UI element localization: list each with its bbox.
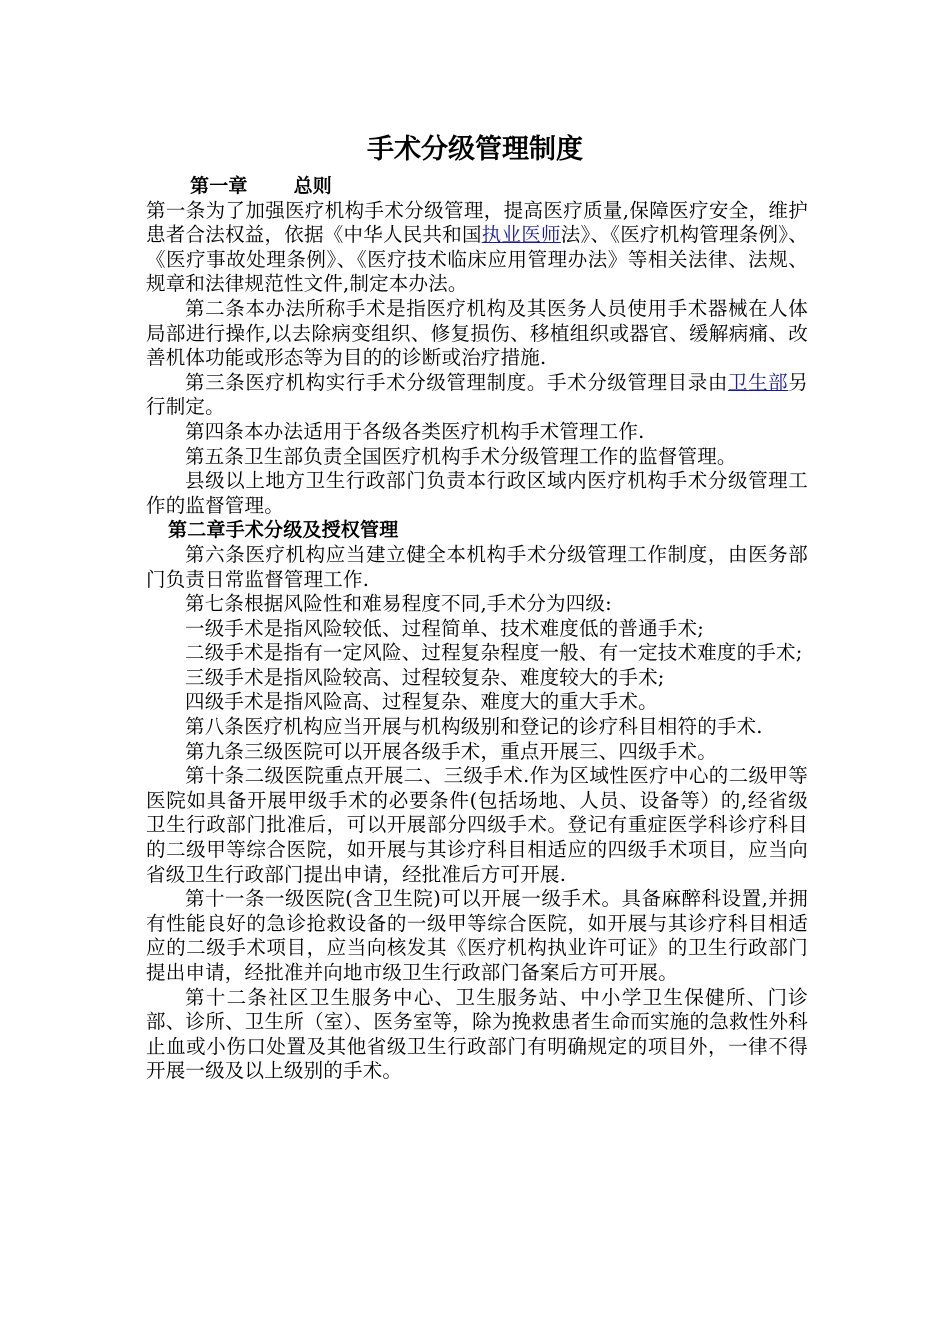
article-5: 第五条卫生部负责全国医疗机构手术分级管理工作的监督管理。	[185, 444, 737, 468]
article-5-continuation: 县级以上地方卫生行政部门负责本行政区域内医疗机构手术分级管理工作的监督管理。	[146, 469, 808, 517]
article-7: 第七条根据风险性和难易程度不同,手术分为四级:	[185, 592, 612, 616]
article-10: 第十条二级医院重点开展二、三级手术.作为区域性医疗中心的二级甲等医院如具备开展甲级手术的必要条件(包括场地、人员、设备等）的,经省级卫生行政部门批准后，可以开展部分四级手术。登记有重症医学科诊疗科目的二级甲等综合医院，如开展与其诊疗科目相适应的四级手术项目，应当向省级卫生行政部门提出申请，经批准后方可开展.	[146, 764, 808, 886]
article-1-text-start: 第一条为了加强医疗机构手术分级管理，提高医疗质量,保障医疗安全，维护患者合法权益，依据《中华人民共和国	[146, 198, 808, 247]
chapter-2-heading: 第二章手术分级及授权管理	[168, 519, 399, 542]
article-3-text-end: 另行制定。	[146, 370, 808, 419]
article-12: 第十二条社区卫生服务中心、卫生服务站、中小学卫生保健所、门诊部、诊所、卫生所（室）、医务室等，除为挽救患者生命而实施的急救性外科止血或小伤口处置及其他省级卫生行政部门有明确规定的项目外，一律不得开展一级及以上级别的手术。	[146, 985, 808, 1083]
link-ministry-of-health[interactable]: 卫生部	[727, 370, 789, 394]
surgery-level-4: 四级手术是指风险高、过程复杂、难度大的重大手术。	[185, 690, 658, 714]
article-6: 第六条医疗机构应当建立健全本机构手术分级管理工作制度，由医务部门负责日常监督管理工作.	[146, 542, 808, 591]
chapter-1-heading	[146, 174, 808, 199]
surgery-level-1: 一级手术是指风险较低、过程简单、技术难度低的普通手术;	[185, 616, 704, 640]
chapter-1-number: 第一章	[190, 175, 248, 197]
document-body	[146, 174, 808, 1084]
article-3	[146, 371, 808, 420]
article-8: 第八条医疗机构应当开展与机构级别和登记的诊疗科目相符的手术.	[185, 715, 763, 739]
article-1	[146, 199, 808, 297]
document-title: 手术分级管理制度	[367, 134, 583, 165]
chapter-1-name: 总则	[293, 175, 333, 197]
surgery-level-2: 二级手术是指有一定风险、过程复杂程度一般、有一定技术难度的手术;	[185, 641, 803, 665]
article-11: 第十一条一级医院(含卫生院)可以开展一级手术。具备麻醉科设置,并拥有性能良好的急诊抢救设备的一级甲等综合医院，如开展与其诊疗科目相适应的二级手术项目，应当向核发其《医疗机构执业许可证》的卫生行政部门提出申请，经批准并向地市级卫生行政部门备案后方可开展。	[146, 887, 808, 984]
article-9: 第九条三级医院可以开展各级手术，重点开展三、四级手术。	[185, 739, 717, 763]
article-4: 第四条本办法适用于各级各类医疗机构手术管理工作.	[185, 419, 645, 443]
article-1-text-end: 法》、《医疗机构管理条例》、《医疗事故处理条例》、《医疗技术临床应用管理办法》等相关法律、法规、规章和法律规范性文件,制定本办法。	[146, 223, 808, 296]
article-3-text-start: 第三条医疗机构实行手术分级管理制度。手术分级管理目录由	[185, 370, 728, 394]
article-2: 第二条本办法所称手术是指医疗机构及其医务人员使用手术器械在人体局部进行操作,以去除病变组织、修复损伤、移植组织或器官、缓解病痛、改善机体功能或形态等为目的的诊断或治疗措施.	[146, 296, 808, 370]
link-licensed-physician[interactable]: 执业医师	[481, 223, 561, 247]
surgery-level-3: 三级手术是指风险较高、过程较复杂、难度较大的手术;	[185, 665, 665, 689]
